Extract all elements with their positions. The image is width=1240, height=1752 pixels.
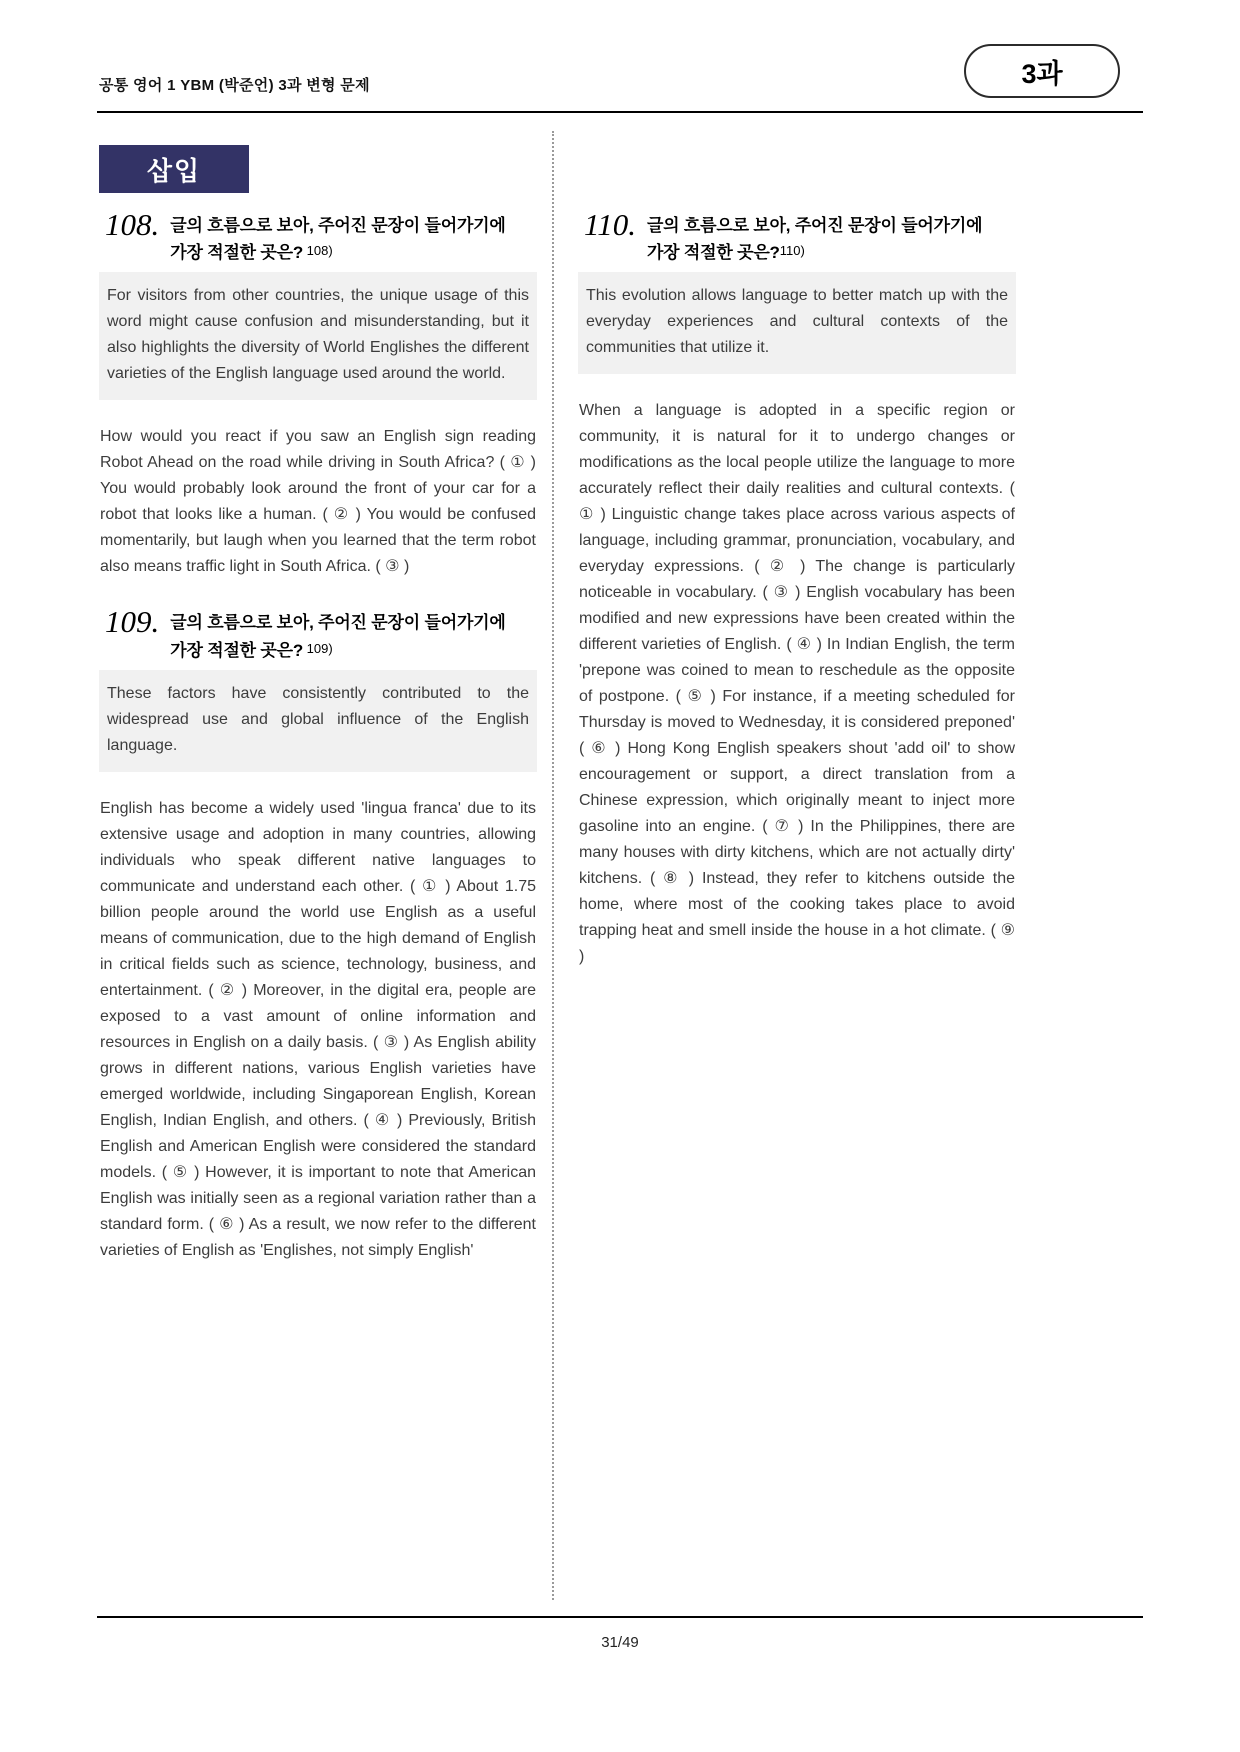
given-sentence-box: These factors have consistently contributed to the widespread use and global influence of the English language. <box>99 670 537 772</box>
question-number: 108. <box>105 207 160 242</box>
passage-text: How would you react if you saw an English sign reading Robot Ahead on the road while driving in South Africa? ( ① ) You would probably look around the front of your car for a robot that looks like a human. ( ② ) You would be confused momentarily, but laugh when you learned that the term robot also means traffic light in South Africa. ( ③ ) <box>100 428 536 576</box>
passage-text: English has become a widely used 'lingua franca' due to its extensive usage and adoption in many countries, allowing individuals who speak different native languages to communicate and understand each other. ( ① ) About 1.75 billion people around the world use English as a useful means of communication, due to the high demand of English in critical fields such as science, technology, business, and entertainment. ( ② ) Moreover, in the digital era, people are exposed to a vast amount of online information and resources in English on a daily basis. ( ③ ) As English ability grows in different nations, various English varieties have emerged worldwide, including Singaporean English, Korean English, Indian English, and others. ( ④ ) Previously, British English and American English were considered the standard models. ( ⑤ ) However, it is important to note that American English was initially seen as a regional variation rather than a standard form. ( ⑥ ) As a result, we now refer to the different varieties of English as 'Englishes, not simply English' <box>100 799 536 1259</box>
right-column <box>578 131 1016 1600</box>
footnote-ref: 110) <box>779 243 805 259</box>
question-title-text: 글의 흐름으로 보아, 주어진 문장이 들어가기에 가장 적절한 곳은? <box>170 216 506 263</box>
page-number: 31/49 <box>601 1634 639 1651</box>
left-column <box>99 131 537 1600</box>
question-number: 109. <box>105 604 160 640</box>
section-badge-insertion: 삽입 <box>99 145 249 193</box>
column-divider <box>552 131 554 1600</box>
question-title <box>647 209 1016 266</box>
footnote-ref: 109) <box>303 640 333 656</box>
given-sentence-box: For visitors from other countries, the unique usage of this word might cause confusion and misunderstanding, but it also highlights the diversity of World Englishes the different varieties of the English language used around the world. <box>99 272 537 400</box>
question-title <box>170 606 537 663</box>
passage-text: When a language is adopted in a specific region or community, it is natural for it to undergo changes or modifications as the local people utilize the language to more accurately reflect their daily realities and cultural contexts. ( ① ) Linguistic change takes place across various aspects of language, including grammar, pronunciation, vocabulary, and everyday expressions. ( ② ) The change is particularly noticeable in vocabulary. ( ③ ) English vocabulary has been modified and new expressions have been created within the different varieties of English. ( ④ ) In Indian English, the term 'prepone was coined to mean to reschedule as the opposite of postpone. ( ⑤ ) For instance, if a meeting scheduled for Thursday is moved to Wednesday, it is considered preponed' ( ⑥ ) Hong Kong English speakers shout 'add oil' to show encouragement or support, a direct translation from a Chinese expression, which originally meant to inject more gasoline into an engine. ( ⑦ ) In the Philippines, there are many houses with dirty kitchens, which are not actually dirty' kitchens. ( ⑧ ) Instead, they refer to kitchens outside the home, where most of the cooking takes place to avoid trapping heat and smell inside the house in a hot climate. ( ⑨ ) <box>579 402 1015 966</box>
question-108 <box>99 209 537 580</box>
question-title <box>170 209 537 266</box>
question-title-text: 글의 흐름으로 보아, 주어진 문장이 들어가기에 가장 적절한 곳은? <box>646 216 983 263</box>
two-column-layout <box>99 131 1240 1600</box>
question-head <box>584 209 1016 266</box>
document-header <box>0 0 1240 113</box>
document-title: 공통 영어 1 YBM (박준언) 3과 변형 문제 <box>99 77 370 94</box>
chapter-badge: 3과 <box>964 44 1120 98</box>
question-title-text: 글의 흐름으로 보아, 주어진 문장이 들어가기에 가장 적절한 곳은? <box>170 613 506 660</box>
question-110 <box>578 209 1016 970</box>
question-head <box>105 606 537 663</box>
footer-rule <box>97 1616 1143 1618</box>
given-sentence-box: This evolution allows language to better match up with the everyday experiences and cultural contexts of the communities that utilize it. <box>578 272 1016 374</box>
footnote-ref: 108) <box>303 243 333 259</box>
question-number: 110. <box>584 207 636 242</box>
header-rule <box>97 111 1143 113</box>
question-head <box>105 209 537 266</box>
question-109 <box>99 606 537 1263</box>
